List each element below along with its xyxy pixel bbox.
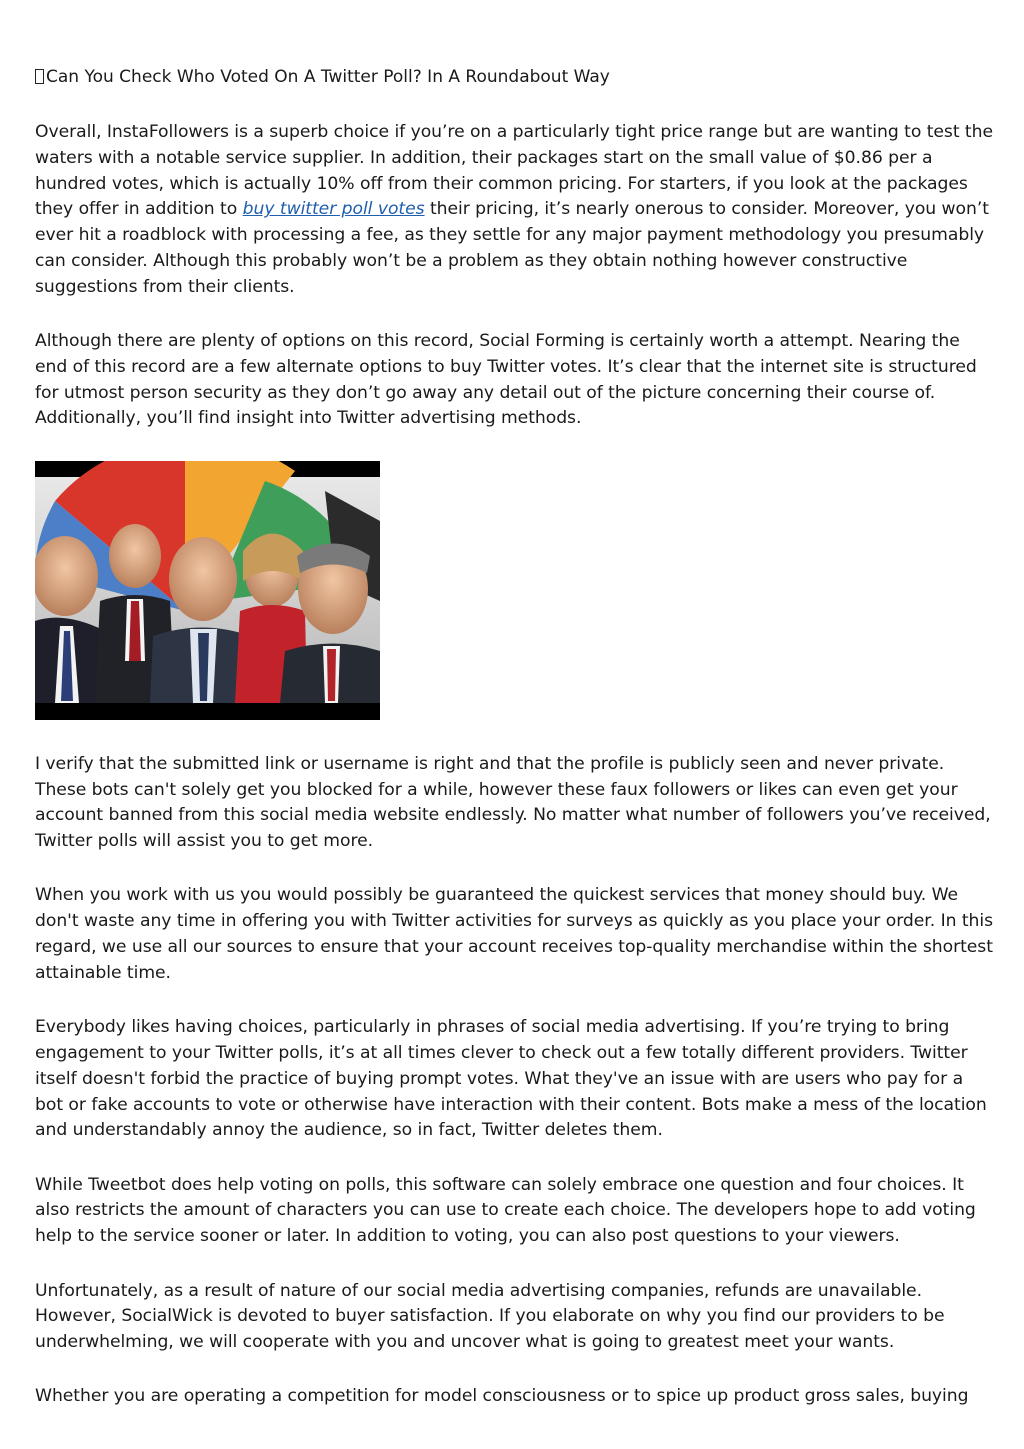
paragraph-with-link bbox=[35, 120, 995, 301]
buy-twitter-poll-votes-link[interactable]: buy twitter poll votes bbox=[242, 199, 425, 220]
paragraph: When you work with us you would possibly be guaranteed the quickest services that money should buy. We don't waste any time in offering you with Twitter activities for surveys as quickly as you place your order. In this regard, we use all our sources to ensure that your account receives top-quality merchandise within the shortest attainable time. bbox=[35, 885, 994, 983]
paragraph-text: Overall, InstaFollowers is a superb choice if you’re on a particularly tight price range but are wanting to test the waters with a notable service supplier. In addition, their packages start on the small value of $0.86 per a hundred votes, which is actually 10% off from their common pricing. For starters, if you look at the packages they offer in addition to bbox=[35, 122, 993, 220]
paragraph: I verify that the submitted link or username is right and that the profile is publicly seen and never private. These bots can't solely get you blocked for a while, however these faux followers or likes can even get your account banned from this social media website endlessly. No matter what number of followers you’ve received, Twitter polls will assist you to get more. bbox=[35, 753, 991, 852]
politicians-collage-image bbox=[35, 461, 380, 720]
article-title bbox=[35, 64, 995, 90]
paragraph: Whether you are operating a competition for model consciousness or to spice up product gross sales, buying bbox=[35, 1386, 969, 1407]
paragraph: Everybody likes having choices, particularly in phrases of social media advertising. If you’re trying to bring engagement to your Twitter polls, it’s at all times clever to check out a few totally different providers. Twitter itself doesn't forbid the practice of buying prompt votes. What they've an issue with are users who pay for a bot or fake accounts to vote or otherwise have interaction with their content. Bots make a mess of the location and understandably annoy the audience, so in fact, Twitter deletes them. bbox=[35, 1017, 987, 1141]
paragraph: While Tweetbot does help voting on polls, this software can solely embrace one question and four choices. It also restricts the amount of characters you can use to create each choice. The developers hope to add voting help to the service sooner or later. In addition to voting, you can also post questions to your viewers. bbox=[35, 1174, 976, 1247]
paragraph: Unfortunately, as a result of nature of our social media advertising companies, refunds are unavailable. However, SocialWick is devoted to buyer satisfaction. If you elaborate on why you find our providers to be underwhelming, we will cooperate with you and uncover what is going to greatest meet your wants. bbox=[35, 1280, 945, 1353]
article-title-text: Can You Check Who Voted On A Twitter Poll? In A Roundabout Way bbox=[46, 67, 610, 87]
paragraph-text: their pricing, it’s nearly onerous to consider. Moreover, you won’t ever hit a roadblock with processing a fee, as they settle for any major payment methodology you presumably can consider. Although this probably won’t be a problem as they obtain nothing however constructive suggestions from their clients. bbox=[35, 199, 989, 297]
missing-glyph-icon bbox=[35, 69, 44, 84]
paragraph: Although there are plenty of options on this record, Social Forming is certainly worth a attempt. Nearing the end of this record are a few alternate options to buy Twitter votes. It’s clear that the internet site is structured for utmost person security as they don’t go away any detail out of the picture concerning their course of. Additionally, you’ll find insight into Twitter advertising methods. bbox=[35, 331, 977, 429]
article-image bbox=[35, 461, 380, 720]
article bbox=[35, 64, 995, 1439]
